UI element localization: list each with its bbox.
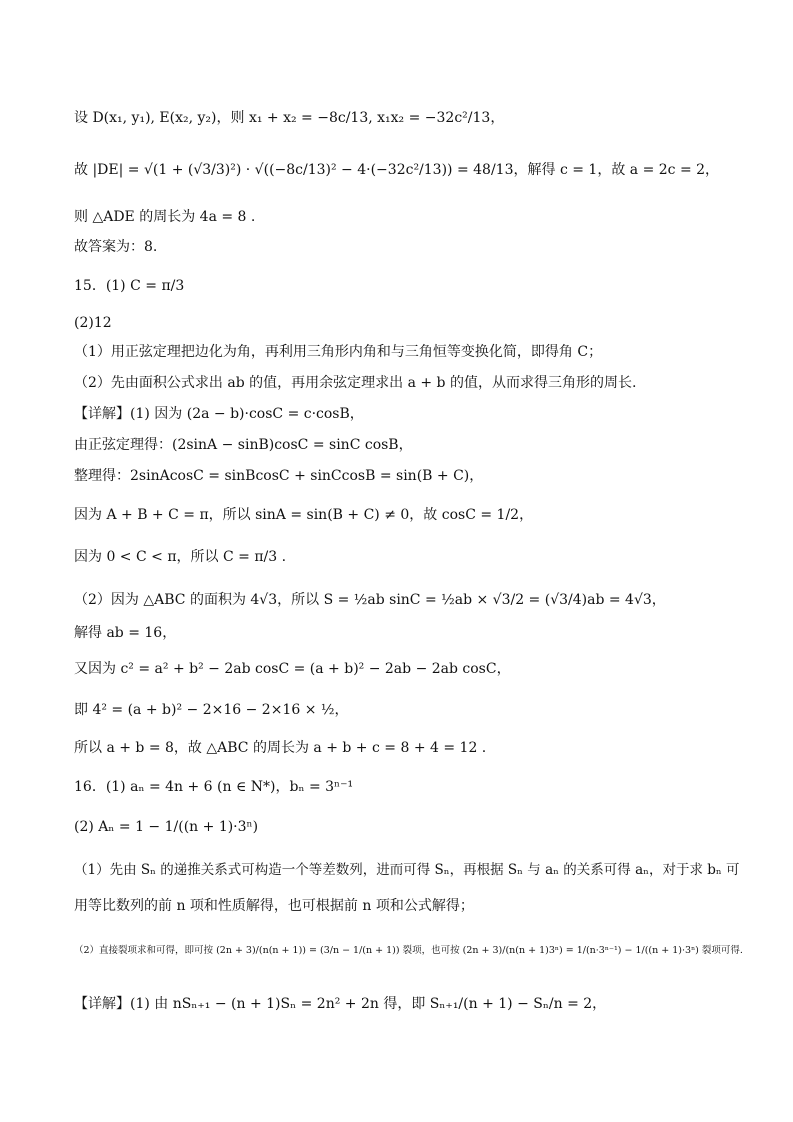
text-line: 因为 0 < C < π，所以 C = π/3 .	[74, 549, 287, 565]
text-line: （1）用正弦定理把边化为角，再利用三角形内角和与三角恒等变换化简，即得角 C；	[74, 344, 603, 360]
text-line: （1）先由 Sₙ 的递推关系式可构造一个等差数列，进而可得 Sₙ，再根据 Sₙ 与 aₙ 的关系可得 aₙ，对于求 bₙ 可	[74, 862, 740, 878]
text-line: 用等比数列的前 n 项和性质解得，也可根据前 n 项和公式解得；	[74, 898, 474, 914]
text-line: 整理得：2sinAcosC = sinBcosC + sinCcosB = sin(B + C)，	[74, 468, 484, 484]
text-line: 故 |DE| = √(1 + (√3/3)²) · √((−8c/13)² − 4·(−32c²/13)) = 48/13，解得 c = 1，故 a = 2c = 2，	[74, 162, 720, 178]
question-16-answer: 16．(1) aₙ = 4n + 6 (n ∈ N*)，bₙ = 3ⁿ⁻¹	[74, 779, 354, 795]
detail-heading: 【详解】(1) 由 nSₙ₊₁ − (n + 1)Sₙ = 2n² + 2n 得，即 Sₙ₊₁/(n + 1) − Sₙ/n = 2，	[74, 996, 607, 1012]
text-line: (2)12	[74, 315, 112, 331]
text-line: 解得 ab = 16，	[74, 625, 177, 641]
text-line: 由正弦定理得：(2sinA − sinB)cosC = sinC cosB，	[74, 437, 413, 453]
text-line: （2）直接裂项求和可得，即可按 (2n + 3)/(n(n + 1)) = (3/n − 1/(n + 1)) 裂项，也可按 (2n + 3)/(n(n + 1)3ⁿ) = 1/(n·3ⁿ⁻¹) − 1/((n + 1)·3ⁿ) 裂项可得.	[74, 945, 743, 956]
text-line: 又因为 c² = a² + b² − 2ab cosC = (a + b)² − 2ab − 2ab cosC，	[74, 661, 511, 677]
text-line: 则 △ADE 的周长为 4a = 8 .	[74, 209, 256, 225]
text-line: 即 4² = (a + b)² − 2×16 − 2×16 × ½，	[74, 702, 349, 718]
text-line: (2) Aₙ = 1 − 1/((n + 1)·3ⁿ)	[74, 819, 259, 835]
text-line: 故答案为：8.	[74, 239, 158, 255]
text-line: 所以 a + b = 8，故 △ABC 的周长为 a + b + c = 8 + 4 = 12 .	[74, 740, 487, 756]
question-15-answer: 15．(1) C = π/3	[74, 278, 185, 294]
text-line: 因为 A + B + C = π，所以 sinA = sin(B + C) ≠ 0，故 cosC = 1/2，	[74, 507, 534, 523]
text-line: （2）先由面积公式求出 ab 的值，再用余弦定理求出 a + b 的值，从而求得三角形的周长.	[74, 375, 637, 391]
detail-heading: 【详解】(1) 因为 (2a − b)·cosC = c·cosB，	[74, 406, 364, 422]
text-line: （2）因为 △ABC 的面积为 4√3，所以 S = ½ab sinC = ½ab × √3/2 = (√3/4)ab = 4√3，	[74, 592, 666, 608]
text-line: 设 D(x₁, y₁), E(x₂, y₂)，则 x₁ + x₂ = −8c/13, x₁x₂ = −32c²/13，	[74, 110, 505, 126]
